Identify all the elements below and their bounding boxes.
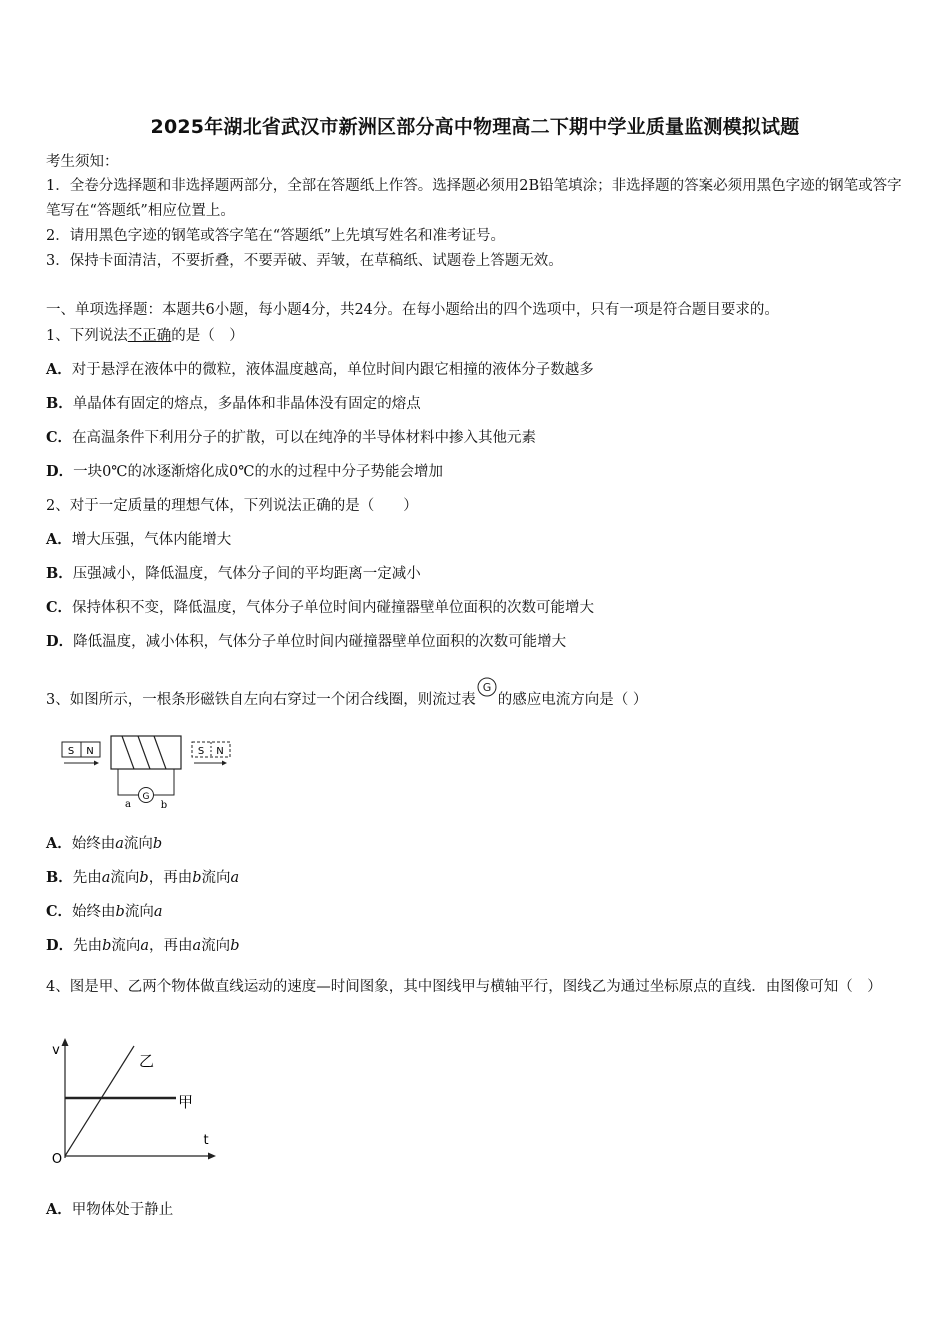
- option-text: 先由: [72, 870, 102, 886]
- option-text: 流向: [110, 870, 140, 886]
- line-yi: [65, 1046, 134, 1156]
- option-var: b: [192, 870, 202, 886]
- notice-item-1: 1．全卷分选择题和非选择题两部分，全部在答题纸上作答。选择题必须用2B铅笔填涂；非选择题的答案必须用黑色字迹的钢笔或答字笔写在“答题纸”相应位置上。: [46, 178, 902, 219]
- option-label: B．: [46, 869, 73, 886]
- option-var: a: [230, 870, 240, 886]
- option-var: b: [102, 938, 112, 954]
- q1-stem-a: 1、下列说法: [46, 328, 128, 344]
- q1-option-c: [46, 428, 906, 448]
- q1-stem-underlined: 不正确: [127, 328, 172, 344]
- q3-figure-coil: [58, 732, 238, 812]
- option-text: 保持体积不变，降低温度，气体分子单位时间内碰撞器壁单位面积的次数可能增大: [72, 600, 595, 616]
- magnet-right-n: N: [216, 746, 224, 757]
- option-var: a: [140, 938, 150, 954]
- q1-stem: [46, 326, 906, 346]
- q2-option-b: [46, 564, 906, 584]
- q1-stem-b: 的是（ ）: [171, 328, 244, 344]
- q1-option-d: [46, 462, 906, 482]
- notice-item-3: 3．保持卡面清洁，不要折叠，不要弄破、弄皱，在草稿纸、试题卷上答题无效。: [46, 253, 563, 269]
- option-label: D．: [46, 463, 74, 480]
- option-var: a: [192, 938, 202, 954]
- option-label: A．: [46, 531, 72, 548]
- option-label: A．: [46, 1201, 72, 1218]
- q2-stem: 2、对于一定质量的理想气体，下列说法正确的是（ ）: [46, 498, 418, 514]
- option-label: B．: [46, 565, 73, 582]
- option-text: 压强减小，降低温度，气体分子间的平均距离一定减小: [72, 566, 421, 582]
- option-text: 单晶体有固定的熔点，多晶体和非晶体没有固定的熔点: [72, 396, 421, 412]
- q3-option-a: [46, 834, 906, 854]
- q2-option-d: [46, 632, 906, 652]
- option-text: 甲物体处于静止: [71, 1202, 174, 1218]
- option-label: C．: [46, 903, 73, 920]
- notice-heading: 考生须知：: [46, 154, 119, 170]
- option-text: 始终由: [72, 904, 116, 920]
- notice-item-2: 2．请用黑色字迹的钢笔或答字笔在“答题纸”上先填写姓名和准考证号。: [46, 228, 506, 244]
- option-text: 一块0℃的冰逐渐熔化成0℃的水的过程中分子势能会增加: [73, 464, 443, 480]
- q4-stem: 4、图是甲、乙两个物体做直线运动的速度—时间图象，其中图线甲与横轴平行，图线乙为通过坐标原点的直线．由图像可知（ ）: [46, 979, 882, 995]
- origin-label: O: [51, 1152, 63, 1166]
- magnet-right-s: S: [197, 746, 205, 757]
- option-label: D．: [46, 937, 74, 954]
- option-var: a: [115, 836, 124, 852]
- galv-symbol: G: [482, 681, 491, 694]
- option-var: b: [152, 836, 163, 852]
- magnet-left-n: N: [86, 746, 94, 757]
- v-axis-label: v: [52, 1043, 60, 1058]
- option-label: B．: [46, 395, 73, 412]
- option-text: 始终由: [71, 836, 116, 852]
- option-var: b: [115, 904, 125, 920]
- q3-stem-a: 3、如图所示，一根条形磁铁自左向右穿过一个闭合线圈，则流过表: [46, 692, 476, 708]
- option-text: 流向: [201, 870, 231, 886]
- terminal-b: b: [160, 800, 168, 811]
- option-label: C．: [46, 429, 73, 446]
- option-text: 流向: [123, 836, 153, 852]
- q1-option-a: [46, 360, 906, 380]
- option-var: a: [153, 904, 163, 920]
- option-text: ，再由: [149, 938, 193, 954]
- line-jia-label: 甲: [178, 1093, 194, 1111]
- section-heading: 一、单项选择题：本题共6小题，每小题4分，共24分。在每小题给出的四个选项中，只有一项是符合题目要求的。: [46, 302, 779, 318]
- option-text: 流向: [111, 938, 141, 954]
- t-axis-label: t: [203, 1133, 209, 1148]
- q3-stem: [46, 676, 906, 710]
- page-title: 2025年湖北省武汉市新洲区部分高中物理高二下期中学业质量监测模拟试题: [150, 116, 800, 138]
- line-yi-label: 乙: [139, 1052, 155, 1070]
- option-text: 对于悬浮在液体中的微粒，液体温度越高，单位时间内跟它相撞的液体分子数越多: [71, 362, 594, 378]
- option-text: ，再由: [148, 870, 193, 886]
- q3-option-b: [46, 868, 906, 888]
- q4-option-a: [46, 1200, 906, 1220]
- option-label: A．: [46, 361, 72, 378]
- option-var: a: [101, 870, 111, 886]
- magnet-left-s: S: [67, 746, 75, 757]
- option-text: 降低温度，减小体积，气体分子单位时间内碰撞器壁单位面积的次数可能增大: [73, 634, 567, 650]
- galv-label: G: [142, 792, 150, 802]
- option-text: 流向: [124, 904, 154, 920]
- option-label: C．: [46, 599, 73, 616]
- q1-option-b: [46, 394, 906, 414]
- q2-option-a: [46, 530, 906, 550]
- terminal-a: a: [125, 799, 131, 810]
- q3-option-c: [46, 902, 906, 922]
- q4-vt-graph: [44, 1036, 224, 1166]
- option-text: 流向: [201, 938, 231, 954]
- option-label: A．: [46, 835, 72, 852]
- q2-option-c: [46, 598, 906, 618]
- option-text: 先由: [73, 938, 103, 954]
- option-var: b: [230, 938, 240, 954]
- q3-stem-b: 的感应电流方向是（ ）: [497, 692, 648, 708]
- option-text: 增大压强，气体内能增大: [71, 532, 232, 548]
- option-text: 在高温条件下利用分子的扩散，可以在纯净的半导体材料中掺入其他元素: [72, 430, 537, 446]
- q3-option-d: [46, 936, 906, 956]
- option-var: b: [139, 870, 149, 886]
- coil-tube: [111, 736, 181, 769]
- galvanometer-icon: [476, 676, 498, 698]
- option-label: D．: [46, 633, 74, 650]
